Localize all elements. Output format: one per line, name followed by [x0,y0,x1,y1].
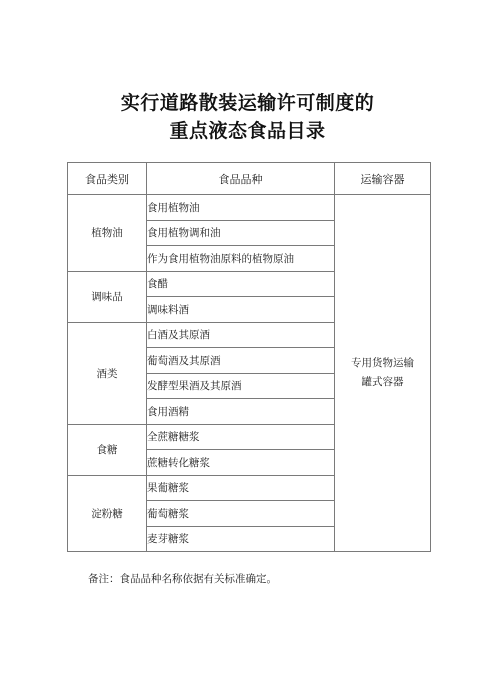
variety-cell: 葡萄糖浆 [147,501,335,527]
variety-cell: 麦芽糖浆 [147,526,335,552]
footnote: 备注：食品品种名称依据有关标准确定。 [88,573,277,585]
document-title-line-2: 重点液态食品目录 [169,120,326,142]
variety-cell: 调味料酒 [147,297,335,323]
table-header-row [68,163,431,195]
header-transport-container: 运输容器 [335,163,431,195]
variety-cell: 作为食用植物油原料的植物原油 [147,246,335,272]
variety-cell: 葡萄酒及其原酒 [147,348,335,374]
variety-cell: 食用植物调和油 [147,220,335,246]
variety-cell: 食用植物油 [147,195,335,221]
variety-cell: 全蔗糖糖浆 [147,424,335,450]
variety-cell: 果葡糖浆 [147,475,335,501]
variety-cell: 蔗糖转化糖浆 [147,450,335,476]
table-row [68,195,431,221]
container-line-2: 罐式容器 [361,376,404,388]
variety-cell: 发酵型果酒及其原酒 [147,373,335,399]
document-title-line-1: 实行道路散装运输许可制度的 [120,92,375,114]
category-cell: 调味品 [68,271,147,322]
header-food-category: 食品类别 [68,163,147,195]
category-cell: 植物油 [68,195,147,272]
category-cell: 食糖 [68,424,147,475]
variety-cell: 白酒及其原酒 [147,322,335,348]
container-line-1: 专用货物运输 [351,357,414,369]
variety-cell: 食用酒精 [147,399,335,425]
variety-cell: 食醋 [147,271,335,297]
category-cell: 酒类 [68,322,147,424]
category-cell: 淀粉糖 [68,475,147,552]
food-catalog-table [67,162,431,552]
container-cell [335,195,431,552]
header-food-variety: 食品品种 [147,163,335,195]
